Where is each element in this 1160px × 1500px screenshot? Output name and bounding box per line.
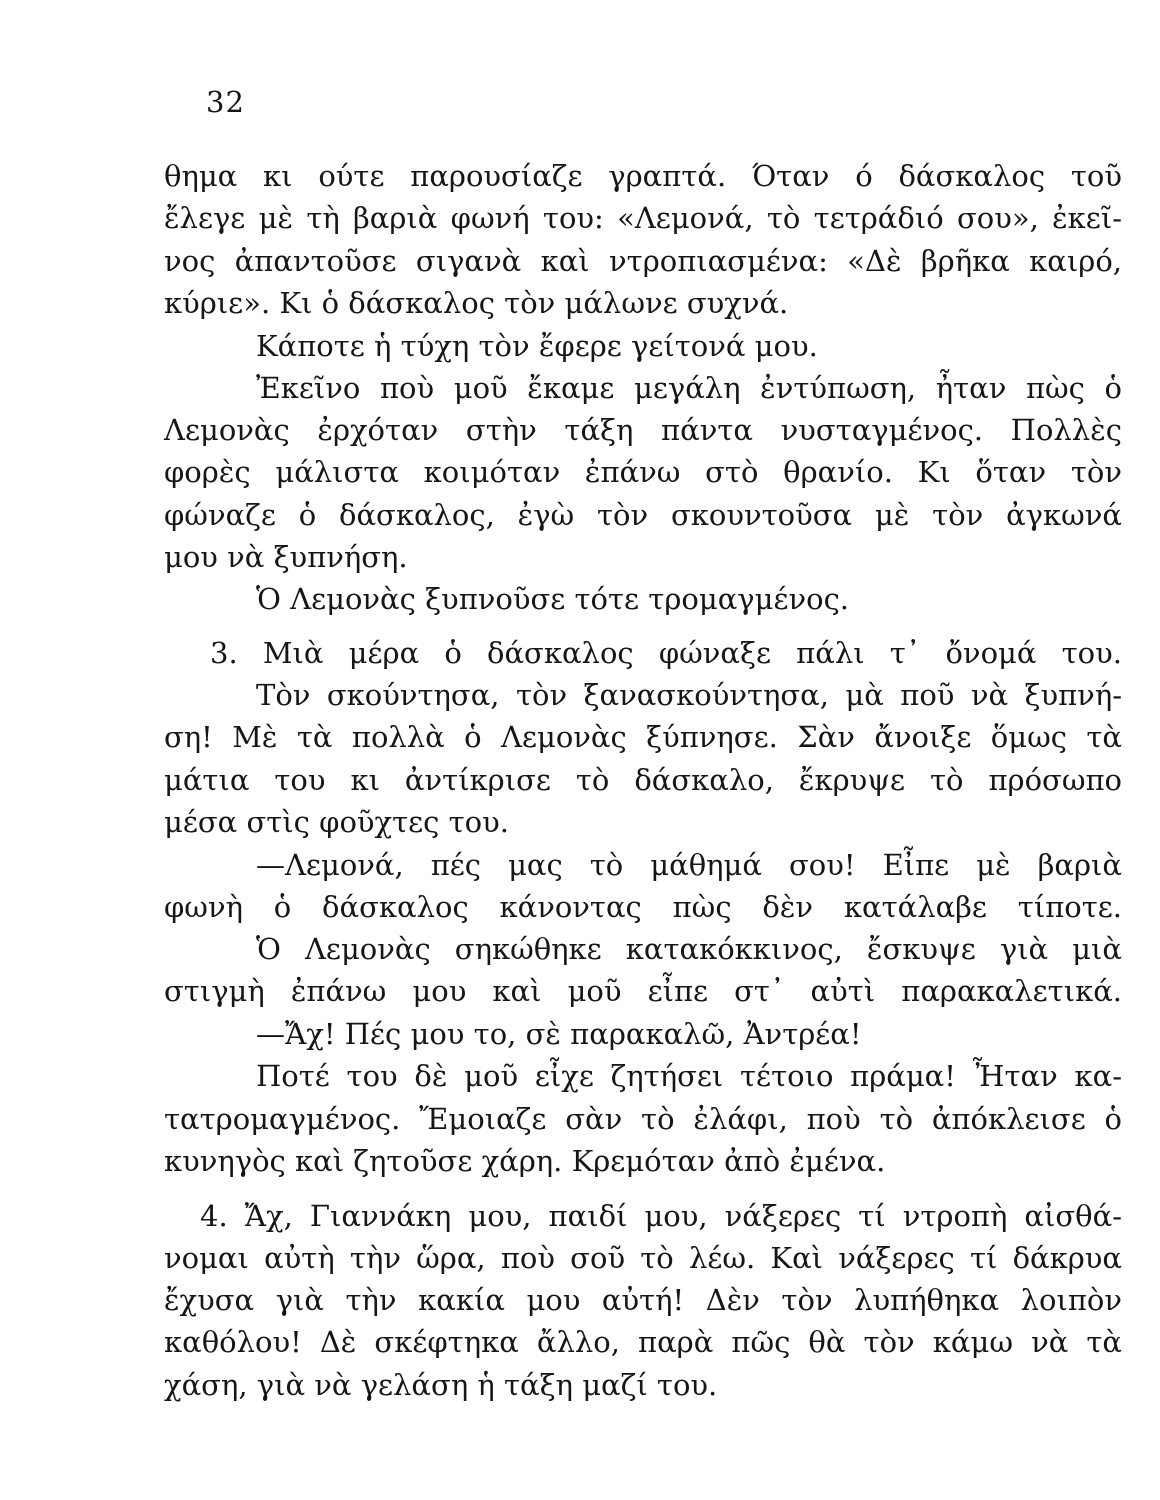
text-line: —Λεμονά, πές μας τὸ μάθημά σου! Εἶπε μὲ βαριὰ — [256, 848, 1122, 882]
text-line: ση! Μὲ τὰ πολλὰ ὁ Λεμονὰς ξύπνησε. Σὰν ἄνοιξε ὅμως τὰ — [164, 720, 1122, 754]
text-line: φορὲς μάλιστα κοιμόταν ἐπάνω στὸ θρανίο. Κι ὅταν τὸν — [164, 455, 1122, 489]
text-line: θημα κι ούτε παρουσίαζε γραπτά. Όταν ό δάσκαλος τοῦ — [164, 159, 1122, 193]
text-line: μου νὰ ξυπνήση. — [164, 540, 408, 574]
text-line: Ἐκεῖνο ποὺ μοῦ ἔκαμε μεγάλη ἐντύπωση, ἦταν πὼς ὁ — [256, 371, 1122, 405]
text-line: 3. Μιὰ μέρα ὁ δάσκαλος φώναξε πάλι τ᾿ ὄνομά του. — [210, 636, 1122, 670]
text-line: Ποτέ του δὲ μοῦ εἶχε ζητήσει τέτοιο πράμα! Ἦταν κα- — [256, 1059, 1122, 1093]
text-line: —Ἄχ! Πές μου το, σὲ παρακαλῶ, Ἀντρέα! — [256, 1017, 862, 1051]
text-line: νος ἀπαντοῦσε σιγανὰ καὶ ντροπιασμένα: «Δὲ βρῆκα καιρό, — [164, 244, 1122, 278]
text-line: στιγμὴ ἐπάνω μου καὶ μοῦ εἶπε στ᾿ αὐτὶ παρακαλετικά. — [164, 974, 1122, 1008]
text-line: κυνηγὸς καὶ ζητοῦσε χάρη. Κρεμόταν ἀπὸ ἐμένα. — [164, 1144, 886, 1178]
text-line: μέσα στὶς φοῦχτες του. — [164, 805, 509, 839]
text-line: κύριε». Κι ὁ δάσκαλος τὸν μάλωνε συχνά. — [164, 286, 789, 320]
text-line: χάση, γιὰ νὰ γελάση ἡ τάξη μαζί του. — [164, 1368, 718, 1402]
text-line: ἔχυσα γιὰ τὴν κακία μου αὐτή! Δὲν τὸν λυπήθηκα λοιπὸν — [164, 1283, 1122, 1317]
text-line: Ὁ Λεμονὰς σηκώθηκε κατακόκκινος, ἔσκυψε γιὰ μιὰ — [256, 932, 1122, 966]
text-line: φωνὴ ὁ δάσκαλος κάνοντας πὼς δὲν κατάλαβε τίποτε. — [164, 890, 1122, 924]
text-line: 4. Ἄχ, Γιαννάκη μου, παιδί μου, νάξερες τί ντροπὴ αἰσθά- — [200, 1199, 1122, 1233]
text-line: νομαι αὐτὴ τὴν ὥρα, ποὺ σοῦ τὸ λέω. Καὶ νάξερες τί δάκρυα — [164, 1241, 1122, 1275]
text-line: ἔλεγε μὲ τὴ βαριὰ φωνή του: «Λεμονά, τὸ τετράδιό σου», ἐκεῖ- — [164, 201, 1122, 235]
text-line: Κάποτε ἡ τύχη τὸν ἔφερε γείτονά μου. — [256, 329, 818, 363]
text-line: μάτια του κι ἀντίκρισε τὸ δάσκαλο, ἔκρυψε τὸ πρόσωπο — [164, 763, 1122, 797]
text-line: Λεμονὰς ἐρχόταν στὴν τάξη πάντα νυσταγμένος. Πολλὲς — [164, 413, 1122, 447]
text-line: τατρομαγμένος. Ἔμοιαζε σὰν τὸ ἐλάφι, ποὺ τὸ ἀπόκλεισε ὁ — [164, 1102, 1122, 1136]
text-line: καθόλου! Δὲ σκέφτηκα ἄλλο, παρὰ πῶς θὰ τὸν κάμω νὰ τὰ — [164, 1325, 1122, 1359]
text-line: Τὸν σκούντησα, τὸν ξανασκούντησα, μὰ ποῦ νὰ ξυπνή- — [256, 678, 1122, 712]
text-line: φώναζε ὁ δάσκαλος, ἐγὼ τὸν σκουντοῦσα μὲ τὸν ἀγκωνά — [164, 498, 1122, 532]
page-number: 32 — [206, 85, 245, 119]
text-line: Ὁ Λεμονὰς ξυπνοῦσε τότε τρομαγμένος. — [256, 582, 850, 616]
